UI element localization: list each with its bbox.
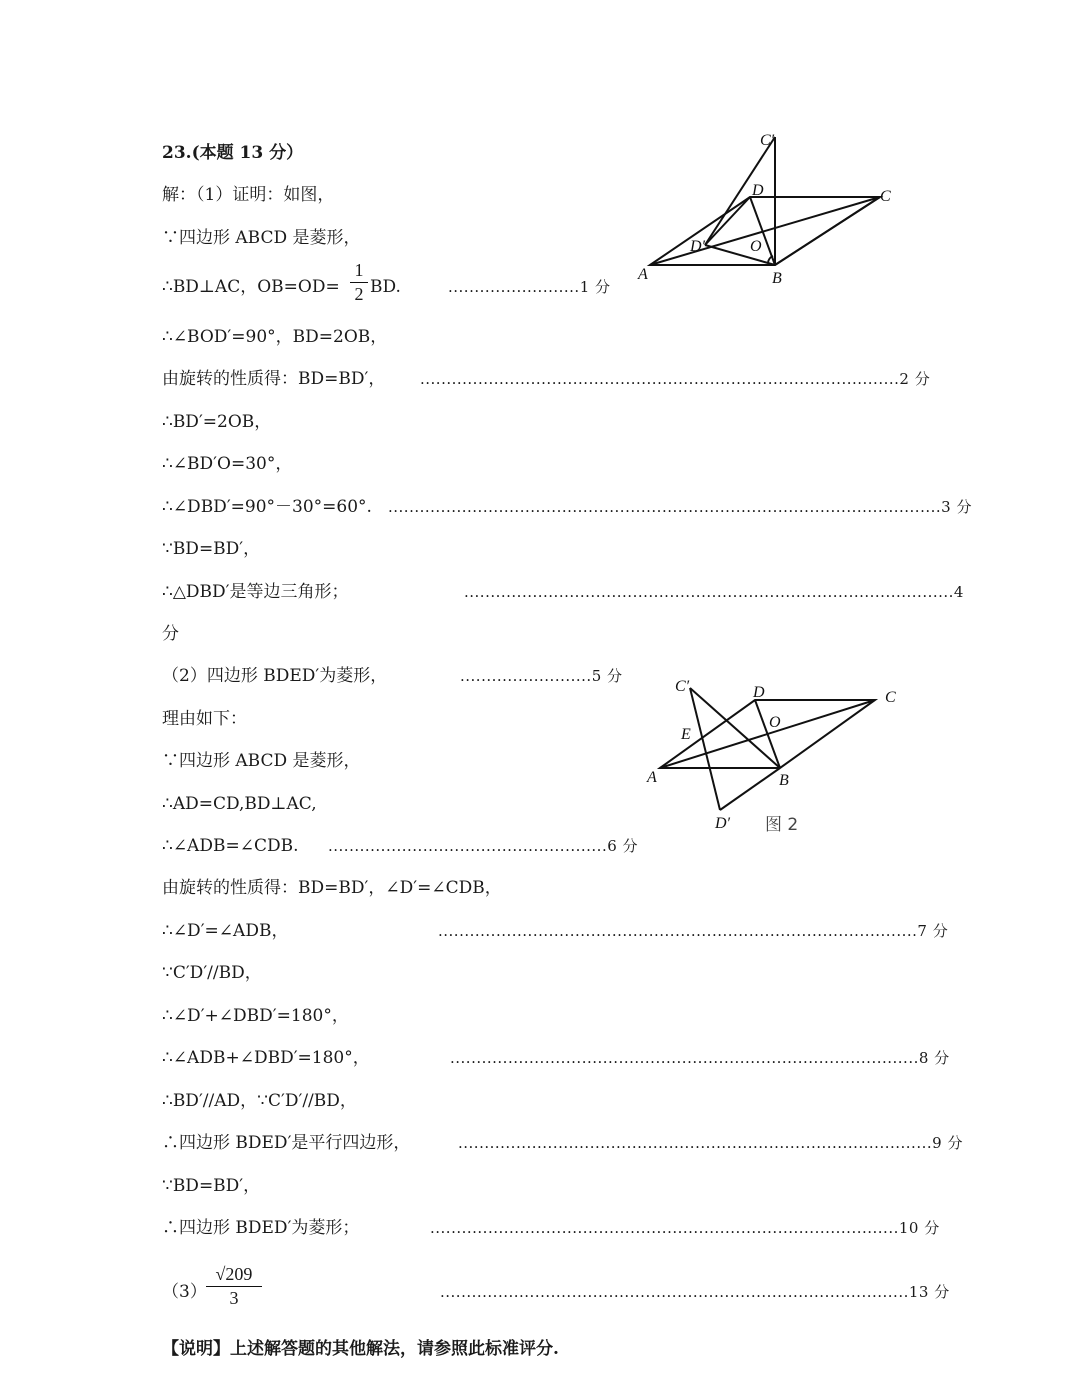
figure-2-caption: 图 2 [765, 815, 799, 835]
segment-bd-prime [705, 245, 775, 265]
label-c: C [885, 689, 896, 706]
fraction-one-half [350, 260, 368, 305]
part-3-label: （3） [162, 1282, 207, 1302]
figure-2-labels [646, 678, 896, 835]
label-c: C [880, 188, 891, 205]
solution-line-1: 解：（1）证明：如图， [162, 185, 335, 205]
label-d-prime: D′ [715, 815, 731, 832]
grading-note: 【说明】上述解答题的其他解法，请参照此标准评分. [162, 1339, 559, 1359]
solution-line-3b: BD. [370, 277, 401, 297]
solution-line-13: ∵四边形 ABCD 是菱形， [162, 751, 361, 771]
solution-line-12: 理由如下： [162, 709, 247, 729]
fraction-bar [350, 282, 368, 283]
label-c-prime: C′ [675, 678, 690, 695]
solution-line-6: ∴BD′=2OB， [162, 412, 272, 432]
label-b: B [779, 772, 789, 789]
label-b: B [772, 270, 782, 287]
solution-line-21: ∴BD′//AD，∵C′D′//BD， [162, 1091, 357, 1111]
label-e: E [681, 726, 691, 743]
solution-line-20: ∴∠ADB+∠DBD′=180°， [162, 1048, 370, 1068]
score-4: .............................................................................................4 [464, 583, 964, 601]
score-8: .........................................................................................8 分 [450, 1049, 950, 1067]
label-o: O [769, 714, 781, 731]
solution-line-24: ∴四边形 BDED′为菱形； [162, 1218, 360, 1238]
fraction-numerator: 1 [354, 260, 364, 280]
question-header: 23.(本题 13 分） [162, 143, 304, 163]
label-d-prime: D′ [690, 238, 706, 255]
solution-line-10: ∴△DBD′是等边三角形； [162, 582, 349, 602]
label-o: O [750, 238, 762, 255]
label-a: A [647, 769, 657, 786]
label-d: D [752, 182, 764, 199]
answer-denominator: 3 [229, 1288, 239, 1308]
fraction-denominator: 2 [354, 284, 364, 304]
solution-line-3a: ∴BD⊥AC，OB=OD= [162, 277, 340, 297]
solution-line-2: ∵四边形 ABCD 是菱形， [162, 228, 361, 248]
score-7: ...........................................................................................7 分 [438, 922, 949, 940]
solution-line-11: （2）四边形 BDED′为菱形， [162, 666, 388, 686]
solution-line-19: ∴∠D′+∠DBD′=180°， [162, 1006, 349, 1026]
segment-d-prime-c-prime [705, 137, 775, 245]
score-6: .....................................................6 分 [328, 837, 639, 855]
score-9: ..........................................................................................9 分 [458, 1134, 963, 1152]
solution-line-14: ∴AD=CD,BD⊥AC, [162, 794, 317, 814]
score-3: .........................................................................................................3 分 [388, 498, 972, 516]
figure-2-diagram [635, 670, 915, 845]
solution-line-22: ∴四边形 BDED′是平行四边形， [162, 1133, 411, 1153]
label-d: D [753, 684, 765, 701]
solution-line-15: ∴∠ADB=∠CDB. [162, 836, 299, 856]
score-4-unit: 分 [162, 624, 179, 644]
solution-line-5: 由旋转的性质得：BD=BD′， [162, 369, 386, 389]
figure-1-diagram [630, 125, 900, 295]
segment-d-prime-b [720, 768, 780, 810]
solution-line-7: ∴∠BD′O=30°， [162, 454, 293, 474]
segment-c-prime-d-prime [690, 688, 720, 810]
label-a: A [638, 266, 648, 283]
solution-line-17: ∴∠D′=∠ADB， [162, 921, 289, 941]
score-10: .........................................................................................10 分 [430, 1219, 940, 1237]
segment-bc-inner [775, 197, 880, 265]
solution-line-8: ∴∠DBD′=90°－30°=60°. [162, 497, 372, 517]
solution-line-18: ∵C′D′//BD， [162, 963, 262, 983]
answer-fraction-bar [206, 1286, 262, 1287]
score-5: .........................5 分 [460, 667, 623, 685]
label-c-prime: C′ [760, 132, 775, 149]
score-13: .........................................................................................13 分 [440, 1283, 950, 1301]
solution-line-23: ∵BD=BD′， [162, 1176, 261, 1196]
diagonal-ac [650, 197, 880, 265]
solution-line-4: ∴∠BOD′=90°，BD=2OB， [162, 327, 388, 347]
solution-line-16: 由旋转的性质得：BD=BD′，∠D′=∠CDB， [162, 878, 502, 898]
answer-fraction [206, 1264, 262, 1309]
answer-numerator: √209 [215, 1264, 253, 1284]
score-2: ...........................................................................................2 分 [420, 370, 931, 388]
score-1: .........................1 分 [448, 278, 611, 296]
solution-line-9: ∵BD=BD′， [162, 539, 261, 559]
